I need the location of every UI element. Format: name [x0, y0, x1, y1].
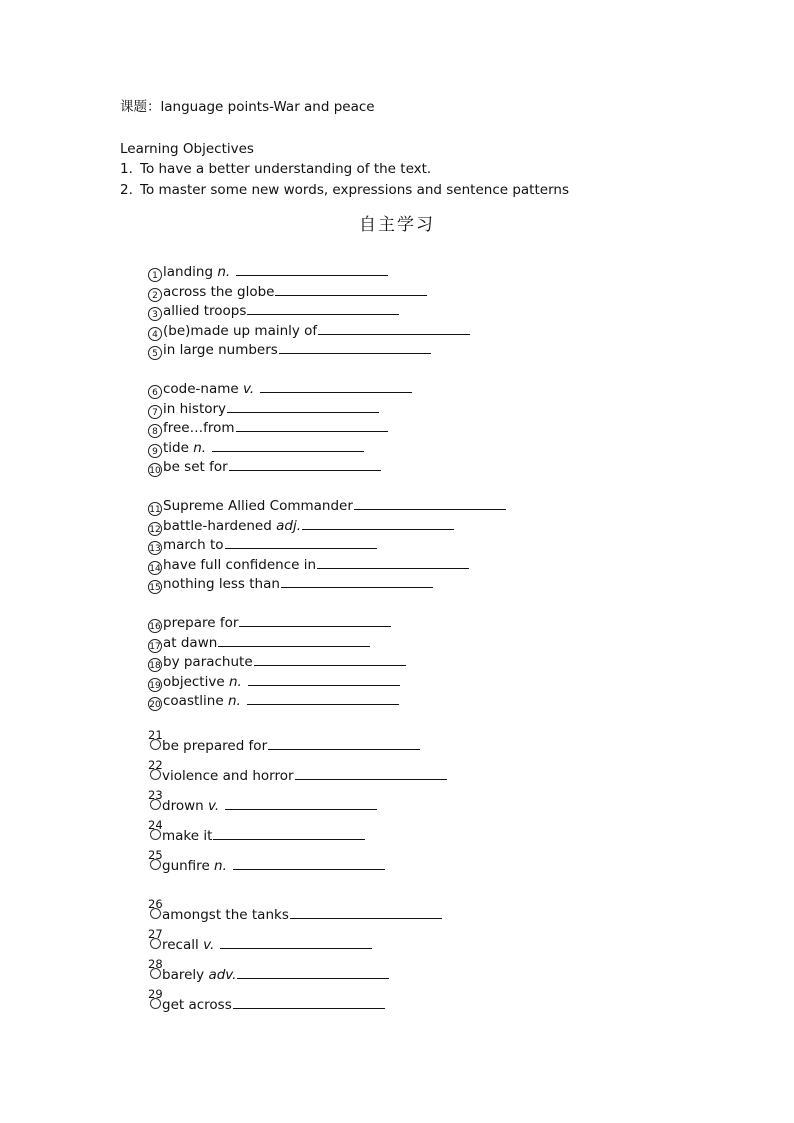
answer-blank[interactable] — [248, 673, 400, 686]
vocab-term: amongst the tanks — [162, 907, 289, 923]
item-number-text: 27 — [148, 927, 163, 941]
answer-blank[interactable] — [220, 936, 372, 949]
item-number: 14 — [148, 561, 162, 575]
vocab-item — [148, 897, 442, 924]
vocab-item — [148, 927, 372, 954]
item-number: 6 — [148, 385, 162, 399]
vocab-term: across the globe — [163, 283, 275, 300]
vocab-term: drown — [162, 798, 208, 814]
vocab-item — [148, 728, 420, 755]
vocab-term: battle-hardened — [163, 517, 277, 534]
answer-blank[interactable] — [247, 692, 399, 705]
answer-blank[interactable] — [233, 857, 385, 870]
vocab-term: Supreme Allied Commander — [163, 498, 353, 514]
answer-blank[interactable] — [281, 575, 433, 588]
vocab-term: violence and horror — [162, 768, 294, 784]
part-of-speech: n. — [227, 693, 241, 709]
vocab-term: prepare for — [163, 615, 239, 631]
vocab-term: be set for — [163, 459, 228, 475]
item-number-text: 24 — [148, 818, 163, 832]
vocab-term: tide — [163, 439, 194, 456]
item-number: 19 — [148, 678, 162, 692]
answer-blank[interactable] — [318, 322, 470, 335]
objective-item — [120, 159, 569, 180]
vocab-term: code-name — [163, 381, 244, 397]
vocab-item — [148, 341, 431, 360]
vocab-item — [148, 575, 433, 594]
vocab-term: recall — [162, 937, 204, 953]
vocab-term: coastline — [163, 693, 228, 709]
item-number-text: 26 — [148, 897, 163, 911]
objective-text: To master some new words, expressions and sentence patterns — [140, 182, 569, 198]
vocab-term: barely — [162, 967, 209, 983]
vocab-item — [148, 380, 412, 399]
vocab-term: landing — [163, 264, 218, 280]
answer-blank[interactable] — [212, 439, 364, 452]
vocab-term: by parachute — [163, 654, 253, 670]
item-number: 12 — [148, 522, 162, 536]
item-number: 3 — [148, 307, 162, 321]
part-of-speech: n. — [228, 673, 242, 690]
objectives-heading: Learning Objectives — [120, 141, 254, 157]
item-number: 17 — [148, 639, 162, 653]
vocab-item — [148, 283, 427, 302]
part-of-speech: adj. — [276, 517, 301, 534]
item-number: 20 — [148, 697, 162, 711]
answer-blank[interactable] — [225, 536, 377, 549]
vocab-item — [148, 536, 377, 555]
item-number: 8 — [148, 424, 162, 438]
answer-blank[interactable] — [295, 767, 447, 780]
part-of-speech: v. — [207, 798, 220, 814]
vocab-item — [148, 302, 399, 321]
vocab-term: in history — [163, 400, 227, 417]
vocab-item — [148, 439, 364, 458]
answer-blank[interactable] — [275, 283, 427, 296]
vocab-term: allied troops — [163, 303, 247, 319]
vocab-term: nothing less than — [163, 576, 280, 592]
vocab-term: free…from — [163, 420, 235, 436]
part-of-speech: adv. — [208, 967, 237, 983]
item-number: 13 — [148, 541, 162, 555]
item-number: 10 — [148, 463, 162, 477]
objective-number: 2. — [120, 182, 133, 198]
item-number — [148, 897, 163, 924]
answer-blank[interactable] — [247, 302, 399, 315]
vocab-item — [148, 673, 400, 692]
vocab-item — [148, 400, 379, 419]
item-number — [148, 927, 163, 954]
answer-blank[interactable] — [260, 380, 412, 393]
item-number: 9 — [148, 444, 162, 458]
vocab-item — [148, 788, 377, 815]
vocab-item — [148, 653, 406, 672]
item-number: 5 — [148, 346, 162, 360]
part-of-speech: n. — [193, 439, 207, 456]
item-number-text: 28 — [148, 957, 163, 971]
vocab-item — [148, 263, 388, 282]
answer-blank[interactable] — [317, 556, 469, 569]
answer-blank[interactable] — [229, 458, 381, 471]
part-of-speech: n. — [214, 858, 227, 874]
vocab-term: make it — [162, 828, 213, 844]
vocab-term: at dawn — [163, 634, 218, 651]
answer-blank[interactable] — [354, 497, 506, 510]
item-number — [148, 728, 163, 755]
vocab-term: gunfire — [162, 858, 215, 874]
vocab-item — [148, 848, 385, 875]
answer-blank[interactable] — [233, 996, 385, 1009]
vocab-term: have full confidence in — [163, 556, 317, 573]
item-number — [148, 758, 163, 785]
answer-blank[interactable] — [225, 797, 377, 810]
answer-blank[interactable] — [239, 614, 391, 627]
lesson-title: 课题：language points-War and peace — [120, 99, 375, 115]
vocab-item — [148, 458, 381, 477]
item-number — [148, 788, 163, 815]
answer-blank[interactable] — [236, 419, 388, 432]
vocab-term: get across — [162, 997, 232, 1013]
answer-blank[interactable] — [290, 906, 442, 919]
answer-blank[interactable] — [268, 737, 420, 750]
item-number: 15 — [148, 580, 162, 594]
answer-blank[interactable] — [237, 966, 389, 979]
answer-blank[interactable] — [213, 827, 365, 840]
vocab-term: march to — [163, 537, 224, 553]
item-number — [148, 848, 163, 875]
vocab-term: (be)made up mainly of — [163, 322, 318, 339]
objectives-list — [120, 159, 569, 201]
answer-blank[interactable] — [227, 400, 379, 413]
vocab-item — [148, 556, 469, 575]
answer-blank[interactable] — [254, 653, 406, 666]
objective-text: To have a better understanding of the text. — [140, 161, 432, 177]
item-number-text: 21 — [148, 728, 163, 742]
answer-blank[interactable] — [236, 263, 388, 276]
item-number — [148, 987, 163, 1014]
item-number: 18 — [148, 658, 162, 672]
answer-blank[interactable] — [218, 634, 370, 647]
objective-number: 1. — [120, 161, 133, 177]
item-number — [148, 957, 163, 984]
item-number-text: 23 — [148, 788, 163, 802]
objective-item — [120, 180, 569, 201]
item-number: 4 — [148, 327, 162, 341]
item-number-text: 25 — [148, 848, 163, 862]
item-number-text: 22 — [148, 758, 163, 772]
item-number: 11 — [148, 502, 162, 516]
vocab-item — [148, 517, 454, 536]
vocab-item — [148, 497, 506, 516]
vocab-term: be prepared for — [162, 738, 268, 754]
vocab-item — [148, 818, 365, 845]
vocab-item — [148, 634, 370, 653]
vocab-term: in large numbers — [163, 342, 278, 358]
part-of-speech: n. — [217, 264, 231, 280]
vocab-item — [148, 758, 447, 785]
vocab-item — [148, 322, 470, 341]
vocab-item — [148, 957, 389, 984]
item-number: 2 — [148, 288, 162, 302]
vocab-term: objective — [163, 673, 229, 690]
item-number: 1 — [148, 268, 162, 282]
vocab-item — [148, 614, 391, 633]
item-number: 16 — [148, 619, 162, 633]
vocab-item — [148, 692, 399, 711]
vocab-item — [148, 987, 385, 1014]
section-heading: 自主学习 — [359, 215, 435, 235]
item-number — [148, 818, 163, 845]
part-of-speech: v. — [203, 937, 215, 953]
answer-blank[interactable] — [302, 517, 454, 530]
vocab-item — [148, 419, 388, 438]
part-of-speech: v. — [243, 381, 255, 397]
answer-blank[interactable] — [279, 341, 431, 354]
item-number-text: 29 — [148, 987, 163, 1001]
item-number: 7 — [148, 405, 162, 419]
